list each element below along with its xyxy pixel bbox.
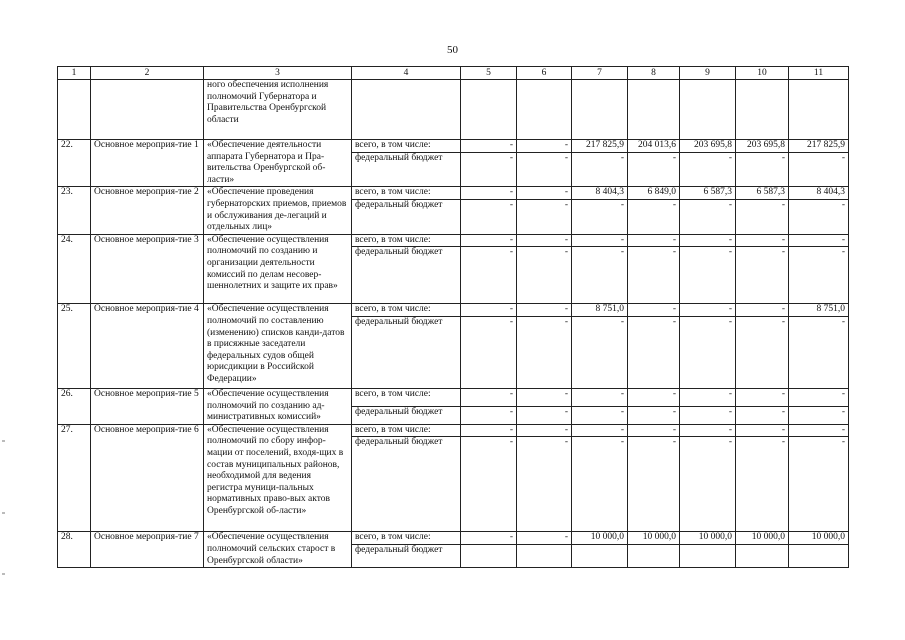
scan-mark xyxy=(2,512,5,514)
amount-cell: - xyxy=(680,304,736,317)
funding-source: всего, в том числе: xyxy=(352,532,461,545)
row-number: 22. xyxy=(58,140,91,187)
amount-cell: - xyxy=(517,200,572,234)
amount-cell xyxy=(628,545,680,568)
amount-cell: - xyxy=(517,153,572,187)
amount-cell: 6 587,3 xyxy=(680,187,736,200)
amount-cell: - xyxy=(789,200,849,234)
amount-cell xyxy=(736,545,789,568)
amount-cell: - xyxy=(572,316,628,388)
funding-source: всего, в том числе: xyxy=(352,140,461,153)
amount-cell: - xyxy=(461,532,517,545)
activity-name: Основное мероприя-тие 5 xyxy=(91,388,204,424)
table-row xyxy=(58,234,849,247)
amount-cell: 8 751,0 xyxy=(572,304,628,317)
funding-source: федеральный бюджет xyxy=(352,406,461,424)
amount-cell: - xyxy=(789,388,849,406)
activity-description: «Обеспечение деятельности аппарата Губернатора и Пра-вительства Оренбургской об-ласти» xyxy=(204,140,352,187)
amount-cell: 204 013,6 xyxy=(628,140,680,153)
amount-cell: - xyxy=(628,424,680,437)
row-number: 27. xyxy=(58,424,91,532)
amount-cell: 10 000,0 xyxy=(736,532,789,545)
amount-cell: - xyxy=(736,234,789,247)
amount-cell: - xyxy=(628,247,680,304)
amount-cell: - xyxy=(736,316,789,388)
amount-cell: - xyxy=(628,406,680,424)
amount-cell: - xyxy=(572,200,628,234)
row-number: 25. xyxy=(58,304,91,389)
funding-source: всего, в том числе: xyxy=(352,304,461,317)
amount-cell: - xyxy=(461,406,517,424)
amount-cell: - xyxy=(572,406,628,424)
row-number: 23. xyxy=(58,187,91,234)
amount-cell: - xyxy=(789,247,849,304)
amount-cell: 10 000,0 xyxy=(680,532,736,545)
amount-cell: 217 825,9 xyxy=(789,140,849,153)
amount-cell: - xyxy=(517,140,572,153)
amount-cell: - xyxy=(680,234,736,247)
amount-cell: - xyxy=(517,406,572,424)
amount-cell: - xyxy=(680,437,736,532)
scan-mark xyxy=(2,573,5,575)
amount-cell: - xyxy=(680,247,736,304)
amount-cell: - xyxy=(680,316,736,388)
header-cell: 1 xyxy=(58,67,91,80)
amount-cell: - xyxy=(461,234,517,247)
amount-cell: - xyxy=(789,437,849,532)
funding-source: всего, в том числе: xyxy=(352,234,461,247)
amount-cell: - xyxy=(680,406,736,424)
amount-cell: - xyxy=(628,234,680,247)
amount-cell: 6 587,3 xyxy=(736,187,789,200)
funding-source: федеральный бюджет xyxy=(352,247,461,304)
amount-cell: - xyxy=(680,153,736,187)
amount-cell: - xyxy=(572,388,628,406)
amount-cell: - xyxy=(461,388,517,406)
header-cell: 4 xyxy=(352,67,461,80)
amount-cell: - xyxy=(736,200,789,234)
continuation-cell xyxy=(680,80,736,140)
header-cell: 10 xyxy=(736,67,789,80)
amount-cell: - xyxy=(789,406,849,424)
table-row xyxy=(58,388,849,406)
funding-source: федеральный бюджет xyxy=(352,316,461,388)
amount-cell: - xyxy=(461,247,517,304)
continuation-cell xyxy=(517,80,572,140)
header-cell: 8 xyxy=(628,67,680,80)
amount-cell: 8 751,0 xyxy=(789,304,849,317)
table-row xyxy=(58,140,849,153)
amount-cell xyxy=(680,545,736,568)
amount-cell: - xyxy=(628,153,680,187)
amount-cell: - xyxy=(789,234,849,247)
continuation-name xyxy=(91,80,204,140)
amount-cell: 203 695,8 xyxy=(680,140,736,153)
budget-table xyxy=(57,66,849,568)
activity-description: «Обеспечение осуществления полномочий по сбору инфор-мации от поселений, входя-щих в состав муниципальных районов, необходимой для ведения регистра муници-пальных нормативных право-вых актов Оренбургской об-ласти» xyxy=(204,424,352,532)
funding-source: федеральный бюджет xyxy=(352,437,461,532)
amount-cell: - xyxy=(736,424,789,437)
amount-cell: - xyxy=(628,388,680,406)
table-body xyxy=(58,80,849,568)
activity-description: «Обеспечение осуществления полномочий по составлению (изменению) списков канди-датов в присяжные заседатели федеральных судов общей юрисдикции в Российской Федерации» xyxy=(204,304,352,389)
amount-cell: - xyxy=(517,316,572,388)
activity-description: «Обеспечение осуществления полномочий по созданию и организации деятельности комиссий по делам несовер-шеннолетних и защите их прав» xyxy=(204,234,352,304)
activity-name: Основное мероприя-тие 6 xyxy=(91,424,204,532)
funding-source: всего, в том числе: xyxy=(352,187,461,200)
amount-cell: - xyxy=(461,153,517,187)
amount-cell: - xyxy=(789,153,849,187)
amount-cell: - xyxy=(517,424,572,437)
amount-cell: - xyxy=(517,388,572,406)
header-cell: 9 xyxy=(680,67,736,80)
amount-cell xyxy=(572,545,628,568)
amount-cell: - xyxy=(736,437,789,532)
header-cell: 5 xyxy=(461,67,517,80)
table-row xyxy=(58,424,849,437)
amount-cell: - xyxy=(461,424,517,437)
row-number: 26. xyxy=(58,388,91,424)
funding-source: всего, в том числе: xyxy=(352,388,461,406)
activity-name: Основное мероприя-тие 3 xyxy=(91,234,204,304)
activity-description: «Обеспечение проведения губернаторских приемов, приемов и обслуживания де-легаций и отдельных лиц» xyxy=(204,187,352,234)
amount-cell: - xyxy=(789,424,849,437)
amount-cell: - xyxy=(572,153,628,187)
amount-cell: - xyxy=(628,304,680,317)
amount-cell: - xyxy=(572,234,628,247)
table-row xyxy=(58,532,849,545)
activity-name: Основное мероприя-тие 4 xyxy=(91,304,204,389)
amount-cell: - xyxy=(461,304,517,317)
header-cell: 3 xyxy=(204,67,352,80)
amount-cell: 8 404,3 xyxy=(572,187,628,200)
continuation-description: ного обеспечения исполнения полномочий Губернатора и Правительства Оренбургской области xyxy=(204,80,352,140)
funding-source: федеральный бюджет xyxy=(352,200,461,234)
table-row xyxy=(58,304,849,317)
amount-cell: - xyxy=(461,437,517,532)
row-number: 24. xyxy=(58,234,91,304)
header-row xyxy=(58,67,849,80)
amount-cell: - xyxy=(789,316,849,388)
activity-name: Основное мероприя-тие 2 xyxy=(91,187,204,234)
header-cell: 2 xyxy=(91,67,204,80)
amount-cell: - xyxy=(680,424,736,437)
activity-description: «Обеспечение осуществления полномочий сельских старост в Оренбургской области» xyxy=(204,532,352,568)
amount-cell: - xyxy=(628,316,680,388)
activity-name: Основное мероприя-тие 7 xyxy=(91,532,204,568)
amount-cell xyxy=(789,545,849,568)
amount-cell: - xyxy=(517,437,572,532)
header-cell: 11 xyxy=(789,67,849,80)
amount-cell: - xyxy=(517,304,572,317)
amount-cell: - xyxy=(736,247,789,304)
amount-cell: - xyxy=(517,247,572,304)
amount-cell: - xyxy=(736,388,789,406)
continuation-cell xyxy=(461,80,517,140)
amount-cell: - xyxy=(517,234,572,247)
header-cell: 7 xyxy=(572,67,628,80)
amount-cell: - xyxy=(736,153,789,187)
scan-mark xyxy=(2,440,5,442)
amount-cell: 203 695,8 xyxy=(736,140,789,153)
continuation-cell xyxy=(572,80,628,140)
amount-cell: - xyxy=(461,200,517,234)
amount-cell: - xyxy=(517,187,572,200)
amount-cell: - xyxy=(572,247,628,304)
amount-cell: 10 000,0 xyxy=(572,532,628,545)
amount-cell: - xyxy=(572,437,628,532)
amount-cell: - xyxy=(461,316,517,388)
amount-cell: 6 849,0 xyxy=(628,187,680,200)
header-cell: 6 xyxy=(517,67,572,80)
amount-cell: - xyxy=(680,388,736,406)
continuation-cell xyxy=(736,80,789,140)
continuation-row xyxy=(58,80,849,140)
table-row xyxy=(58,187,849,200)
amount-cell: - xyxy=(517,532,572,545)
amount-cell: - xyxy=(736,406,789,424)
funding-source: федеральный бюджет xyxy=(352,545,461,568)
row-number: 28. xyxy=(58,532,91,568)
amount-cell: - xyxy=(461,140,517,153)
activity-description: «Обеспечение осуществления полномочий по созданию ад-министративных комиссий» xyxy=(204,388,352,424)
funding-source: всего, в том числе: xyxy=(352,424,461,437)
amount-cell: - xyxy=(628,200,680,234)
amount-cell: - xyxy=(628,437,680,532)
amount-cell: 10 000,0 xyxy=(628,532,680,545)
activity-name: Основное мероприя-тие 1 xyxy=(91,140,204,187)
amount-cell xyxy=(461,545,517,568)
continuation-cell xyxy=(352,80,461,140)
page-number: 50 xyxy=(447,44,458,56)
amount-cell: - xyxy=(572,424,628,437)
amount-cell: - xyxy=(461,187,517,200)
amount-cell xyxy=(517,545,572,568)
continuation-cell xyxy=(628,80,680,140)
funding-source: федеральный бюджет xyxy=(352,153,461,187)
continuation-no xyxy=(58,80,91,140)
amount-cell: - xyxy=(680,200,736,234)
amount-cell: - xyxy=(736,304,789,317)
amount-cell: 217 825,9 xyxy=(572,140,628,153)
continuation-cell xyxy=(789,80,849,140)
amount-cell: 8 404,3 xyxy=(789,187,849,200)
amount-cell: 10 000,0 xyxy=(789,532,849,545)
